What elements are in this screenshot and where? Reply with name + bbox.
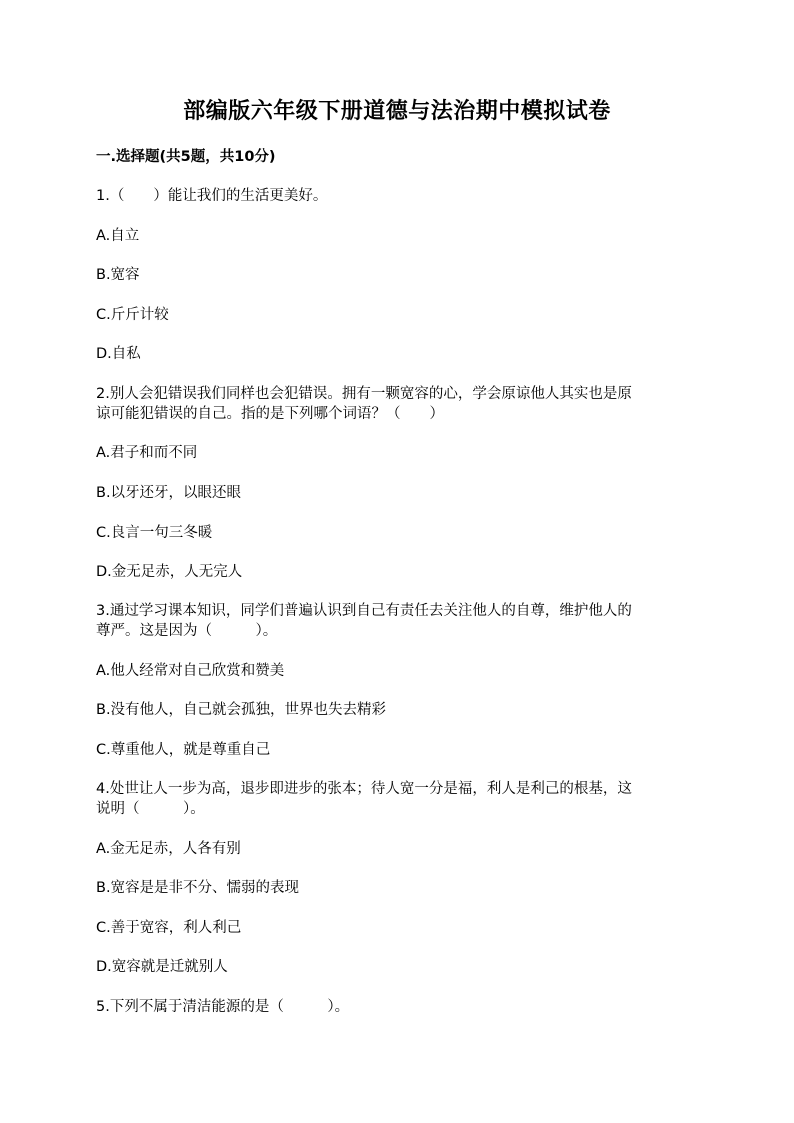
question-4-option-b: B.宽容是是非不分、懦弱的表现: [96, 880, 300, 896]
question-1-option-a: A.自立: [96, 228, 140, 244]
question-1-option-d: D.自私: [96, 346, 141, 362]
question-4-option-a: A.金无足赤，人各有别: [96, 841, 241, 857]
question-3-option-a: A.他人经常对自己欣赏和赞美: [96, 663, 285, 679]
question-1-option-b: B.宽容: [96, 267, 140, 283]
question-2-text-line-2: 谅可能犯错误的自己。指的是下列哪个词语？（ ）: [96, 406, 444, 422]
question-2-option-b: B.以牙还牙，以眼还眼: [96, 485, 242, 501]
question-1-text: 1.（ ）能让我们的生活更美好。: [96, 188, 328, 204]
question-1-option-c: C.斤斤计较: [96, 307, 169, 323]
question-3-option-b: B.没有他人，自己就会孤独，世界也失去精彩: [96, 702, 387, 718]
question-3-text-line-2: 尊严。这是因为（ ）。: [96, 623, 278, 639]
question-4-option-c: C.善于宽容，利人利己: [96, 920, 242, 936]
section-heading: 一.选择题(共5题，共10分): [96, 149, 276, 165]
document-title: 部编版六年级下册道德与法治期中模拟试卷: [183, 98, 611, 124]
question-4-text-line-1: 4.处世让人一步为高，退步即进步的张本；待人宽一分是福，利人是利己的根基，这: [96, 781, 632, 797]
question-4-text-line-2: 说明（ ）。: [96, 801, 205, 817]
question-3-text-line-1: 3.通过学习课本知识，同学们普遍认识到自己有责任去关注他人的自尊，维护他人的: [96, 603, 632, 619]
question-3-option-c: C.尊重他人，就是尊重自己: [96, 742, 271, 758]
question-2-option-c: C.良言一句三冬暖: [96, 525, 213, 541]
question-4-option-d: D.宽容就是迁就别人: [96, 959, 228, 975]
question-2-option-a: A.君子和而不同: [96, 445, 198, 461]
question-2-text-line-1: 2.别人会犯错误我们同样也会犯错误。拥有一颗宽容的心，学会原谅他人其实也是原: [96, 386, 632, 402]
question-2-option-d: D.金无足赤，人无完人: [96, 564, 243, 580]
question-5-text: 5.下列不属于清洁能源的是（ ）。: [96, 999, 350, 1015]
